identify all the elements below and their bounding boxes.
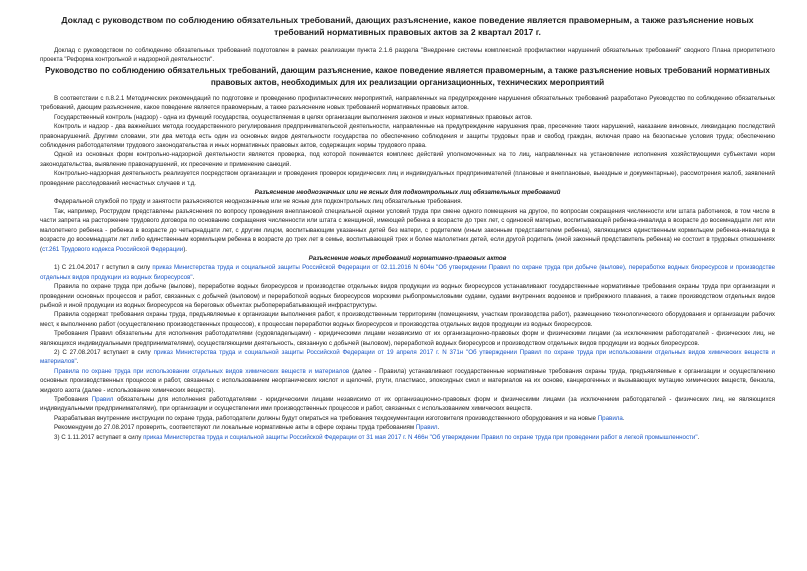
- paragraph-8: [40, 263, 775, 282]
- paragraph-16-text: Рекомендуем до 27.08.2017 проверить, соответствуют ли локальные нормативные акты в сфере охраны труда требованиям: [54, 424, 416, 432]
- paragraph-7-end: ).: [183, 245, 187, 253]
- order-371n-link[interactable]: приказ Министерства труда и социальной защиты Российской Федерации от 19 апреля 2017 г. N 371н "Об утверждении Правил по охране труда при использовании отдельных видов химических веществ и материалов": [40, 348, 775, 366]
- rules-link-2[interactable]: Правила: [597, 414, 623, 422]
- order-466n-link[interactable]: приказ Министерства труда и социальной защиты Российской Федерации от 31 мая 2017 г. N 466н "Об утверждении Правил по охране труда при проведении работ в легкой промышленности": [143, 433, 698, 441]
- paragraph-12-end: .: [76, 358, 79, 366]
- paragraph-7-text: Так, например, Рострудом представлены разъяснения по вопросу проведения внеплановой специальной оценки условий труда при смене одного помещения на другое, по вопросам сокращения численности или штата работников, в том числе в части запрета на расторжение трудового договора по основанию сокращения численности или штата с женщиной, имеющей ребенка в возрасте до трех лет, с одинокой матерью, воспитывающей ребенка-инвалида в возрасте до восемнадцати лет или малолетнего ребенка - ребенка в возрасте до четырнадцати лет, с другим лицом, воспитывающим указанных детей без матери, с родителем (иным законным представителем ребенка), являющимся единственным кормильцем ребенка-инвалида в возрасте до восемнадцати лет либо единственным кормильцем ребенка в возрасте до трех лет в семье, воспитывающей трех и более малолетних детей, если другой родитель (иной законный представитель ребенка) не состоит в трудовых отношениях (: [40, 207, 775, 253]
- paragraph-4: Одной из основных форм контрольно-надзорной деятельности является проверка, под которой понимается комплекс действий уполномоченных на то лиц, направленных на установление исполнения хозяйствующими субъектами норм законодательства, выявление правонарушений, их пресечение и применение санкций.: [40, 151, 775, 168]
- document-page: [40, 14, 775, 442]
- paragraph-17-text: 3) С 1.11.2017 вступает в силу: [54, 433, 144, 441]
- intro-paragraph: Доклад с руководством по соблюдению обязательных требований подготовлен в рамках реализации пункта 2.1.6 раздела "Внедрение системы комплексной профилактики нарушений обязательных требований" сводного Плана приоритетного проекта "Реформа контрольной и надзорной деятельности".: [40, 47, 775, 63]
- paragraph-17-end: .: [697, 433, 700, 441]
- paragraph-13-text: (далее - Правила) устанавливают государственные нормативные требования охраны труда, предъявляемые к организации и осуществлению основных производственных процессов и работ, связанных с использованием неорганических кислот и щелочей, ртути, пластмасс, эпоксидных смол и материалов на их основе, канцерогенных и вызывающих мутацию химических веществ, бензола, жидкого азота (далее - использование химических веществ).: [40, 367, 775, 394]
- paragraph-3: Контроль и надзор - два важнейших метода государственного регулирования предпринимательской деятельности, направленные на предупреждение нарушения прав, пресечение таких нарушений, наказание виновных, ликвидацию последствий правонарушений. Другими словами, эти два метода есть один из основных видов деятельности государства по обеспечению соблюдения и защиты трудовых прав и свобод граждан, включая право на безопасные условия труда; обеспечению соблюдения работодателями трудового законодательства и иных нормативных правовых актов, содержащих нормы трудового права.: [40, 123, 775, 150]
- paragraph-13: [40, 367, 775, 395]
- subheading-new-requirements: Разъяснение новых требований нормативно-правовых актов: [308, 254, 507, 262]
- paragraph-14: [40, 395, 775, 414]
- paragraph-17: [40, 433, 775, 442]
- paragraph-10: Правила содержат требования охраны труда, предъявляемые к организации выполнения работ, к производственным территориям (помещениям, участкам производства работ), размещению технологического оборудования и организации рабочих мест, к выполнению работ (осуществлению производственных процессов), к процессам переработки водных биоресурсов и производства отдельных видов продукции из водных биоресурсов.: [40, 311, 775, 328]
- paragraph-11: Требования Правил обязательны для исполнения работодателями (судовладельцами) - юридическими лицами независимо от их организационно-правовых форм и физическими лицами (за исключением работодателей - физических лиц, не являющихся индивидуальными предпринимателями), осуществляющими деятельность, связанную с добычей (выловом), переработкой водных биоресурсов и производством отдельных видов продукции из водных биоресурсов.: [40, 330, 775, 347]
- paragraph-8-text: 1) С 21.04.2017 г вступил в силу: [54, 264, 153, 272]
- paragraph-1: В соответствии с п.8.2.1 Методических рекомендаций по подготовке и проведению профилактических мероприятий, направленных на предупреждение нарушения обязательных требований разработано Руководство по соблюдению обязательных требований, дающим разъяснение, какое поведение является правомерным, а также разъяснение новых требований нормативных правовых актов.: [40, 95, 775, 112]
- chemical-rules-link[interactable]: Правила по охране труда при использовании отдельных видов химических веществ и материалов: [54, 367, 350, 375]
- document-title: Доклад с руководством по соблюдению обязательных требований, дающих разъяснение, какое поведение является правомерным, а также разъяснение новых требований нормативных правовых актов за 2 квартал 2017 г.: [61, 15, 754, 37]
- paragraph-16-end: .: [437, 424, 440, 432]
- paragraph-16: [40, 423, 775, 432]
- rules-link-3[interactable]: Правил: [415, 424, 438, 432]
- section-title: Руководство по соблюдению обязательных требований, дающим разъяснение, какое поведение является правомерным, а также разъяснение новых требований нормативных правовых актов, необходимых для их реализации организационных, технических мероприятий: [45, 66, 770, 87]
- paragraph-12: [40, 348, 775, 367]
- paragraph-14-text: Требования: [54, 396, 92, 403]
- paragraph-14-rest: обязательны для исполнения работодателями - юридическими лицами независимо от их организационно-правовых форм и физическими лицами (за исключением работодателей - физических лиц, не являющихся индивидуальными предпринимателями), при организации и осуществлении ими производственных процессов и работ, связанных с использованием химических веществ.: [40, 396, 775, 413]
- subheading-clarifications: Разъяснение неоднозначных или не ясных для подконтрольных лиц обязательных требований: [254, 189, 561, 197]
- paragraph-15-end: .: [622, 414, 625, 422]
- paragraph-7: [40, 207, 775, 254]
- paragraph-9: Правила по охране труда при добыче (вылове), переработке водных биоресурсов и производстве отдельных видов продукции из водных биоресурсов устанавливают государственные нормативные требования охраны труда при организации и проведении основных процессов и работ, связанных с добычей (выловом) и переработкой водных биоресурсов морскими рыбопромысловыми судами, судами внутренних водоемов и прибрежного плавания, а также производством отдельных видов рыбной и иной продукции из водных биоресурсов на береговых объектах рыбоперерабатывающей инфраструктуры.: [40, 283, 775, 309]
- paragraph-6: Федеральной службой по труду и занятости разъясняются неоднозначные или не ясные для подконтрольных лиц обязательные требования.: [54, 198, 463, 206]
- paragraph-5: Контрольно-надзорная деятельность реализуется посредством организации и проведения проверок юридических лиц и индивидуальных предпринимателей (плановые и внеплановые, выездные и документарные), рассмотрения жалоб, заявлений проведение расследований несчастных случаев и т.д.: [40, 170, 775, 187]
- rules-link-1[interactable]: Правил: [91, 396, 114, 403]
- paragraph-8-end: .: [192, 273, 195, 281]
- order-604n-link[interactable]: приказ Министерства труда и социальной защиты Российской Федерации от 02.11.2016 N 604н "Об утверждении Правил по охране труда при добыче (вылове), переработке водных биоресурсов и производстве отдельных видов продукции из водных биоресурсов": [40, 264, 776, 281]
- paragraph-12-text: 2) С 27.08.2017 вступает в силу: [54, 348, 154, 356]
- paragraph-15: [40, 414, 775, 423]
- labor-code-article-link[interactable]: ст.261 Трудового кодекса Российской Федерации: [42, 245, 184, 253]
- paragraph-15-text: Разрабатывая внутренние инструкции по охране труда, работодатели должны будут опираться на требования техдокументации изготовителя производственного оборудования и на новые: [54, 414, 598, 422]
- paragraph-2: Государственный контроль (надзор) - одна из функций государства, осуществляемая в целях организации выполнения законов и иных нормативных правовых актов.: [54, 113, 533, 121]
